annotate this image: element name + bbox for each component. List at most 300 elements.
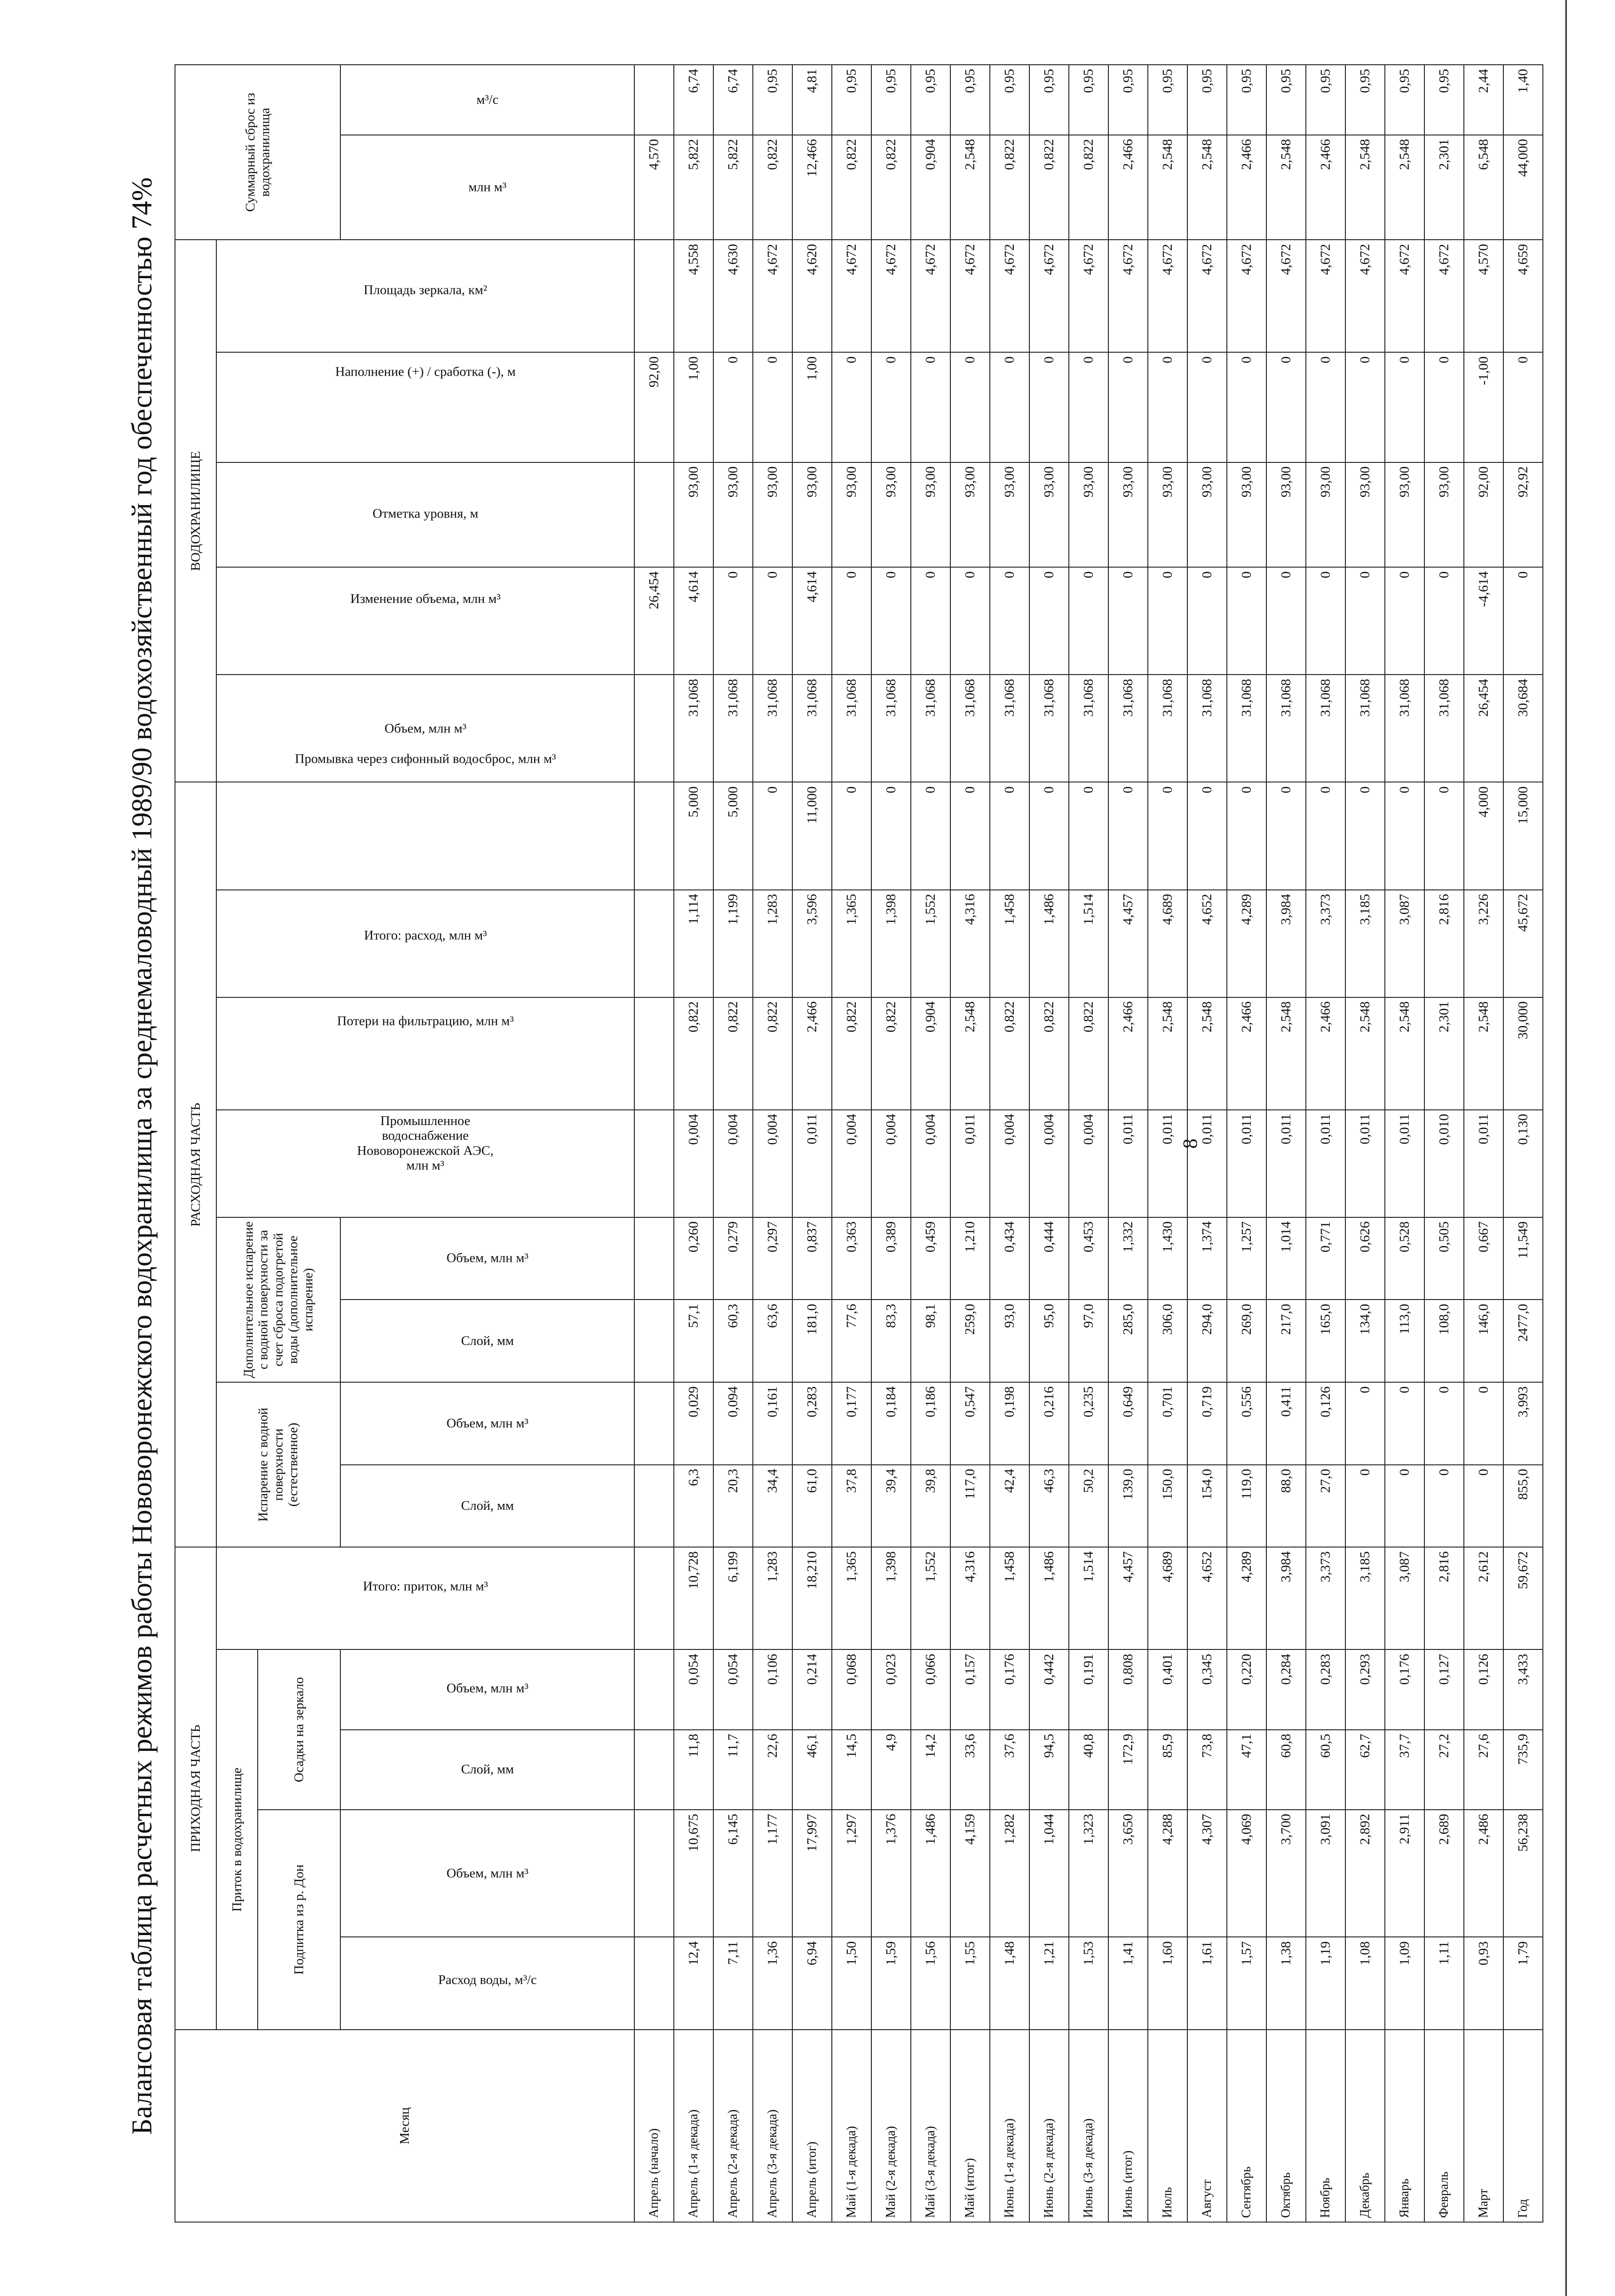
- value-cell: 0,822: [753, 135, 792, 240]
- value-cell: 0,066: [911, 1649, 950, 1729]
- month-cell: Май (1-я декада): [832, 2030, 871, 2222]
- value-cell: 0,004: [871, 1110, 911, 1217]
- value-cell: 83,3: [871, 1300, 911, 1382]
- value-cell: 0: [871, 352, 911, 462]
- value-cell: 0,186: [911, 1382, 950, 1465]
- value-cell: 95,0: [1029, 1300, 1069, 1382]
- value-cell: 0: [713, 567, 753, 675]
- value-cell: 1,398: [871, 1547, 911, 1649]
- value-cell: 30,684: [1503, 675, 1543, 782]
- month-cell: Май (итог): [950, 2030, 990, 2222]
- value-cell: 113,0: [1385, 1300, 1424, 1382]
- value-cell: 2,612: [1464, 1547, 1503, 1649]
- value-cell: 0,191: [1069, 1649, 1108, 1729]
- value-cell: 0,293: [1345, 1649, 1385, 1729]
- value-cell: 4,672: [1266, 240, 1306, 352]
- value-cell: 1,014: [1266, 1217, 1306, 1300]
- value-cell: 31,068: [674, 675, 713, 782]
- value-cell: 31,068: [990, 675, 1029, 782]
- value-cell: 77,6: [832, 1300, 871, 1382]
- value-cell: 92,92: [1503, 462, 1543, 568]
- table-row: [832, 65, 871, 2222]
- value-cell: 6,74: [674, 65, 713, 135]
- value-cell: [634, 1300, 674, 1382]
- value-cell: 2,816: [1424, 1547, 1464, 1649]
- table-row: [634, 65, 674, 2222]
- table-row: [911, 65, 950, 2222]
- area-header: Площадь зеркала, км²: [216, 240, 634, 352]
- value-cell: 2,548: [1385, 997, 1424, 1110]
- value-cell: 1,552: [911, 890, 950, 997]
- value-cell: 1,53: [1069, 1937, 1108, 2029]
- table-row: [792, 65, 832, 2222]
- value-cell: 1,177: [753, 1810, 792, 1937]
- value-cell: 285,0: [1108, 1300, 1148, 1382]
- value-cell: 2,548: [1266, 997, 1306, 1110]
- value-cell: 3,700: [1266, 1810, 1306, 1937]
- table-row: [1385, 65, 1424, 2222]
- filtration-header: Потери на фильтрацию, млн м³: [216, 997, 634, 1110]
- value-cell: 2,44: [1464, 65, 1503, 135]
- value-cell: 2,911: [1385, 1810, 1424, 1937]
- table-row: [1069, 65, 1108, 2222]
- value-cell: [634, 1547, 674, 1649]
- value-cell: 1,374: [1187, 1217, 1227, 1300]
- table-row: [674, 65, 713, 2222]
- value-cell: 46,3: [1029, 1465, 1069, 1548]
- value-cell: 0,904: [911, 135, 950, 240]
- value-cell: 11,000: [792, 782, 832, 889]
- month-cell: Июнь (1-я декада): [990, 2030, 1029, 2222]
- value-cell: 0,389: [871, 1217, 911, 1300]
- value-cell: 93,00: [950, 462, 990, 568]
- evap-volume-header: Объем, млн м³: [340, 1382, 634, 1465]
- value-cell: 269,0: [1227, 1300, 1266, 1382]
- value-cell: 1,552: [911, 1547, 950, 1649]
- value-cell: 2,486: [1464, 1810, 1503, 1937]
- value-cell: 93,00: [1029, 462, 1069, 568]
- value-cell: 0,95: [1306, 65, 1345, 135]
- value-cell: 1,458: [990, 890, 1029, 997]
- value-cell: 31,068: [1345, 675, 1385, 782]
- month-cell: Апрель (начало): [634, 2030, 674, 2222]
- value-cell: 93,00: [674, 462, 713, 568]
- value-cell: 0: [1069, 352, 1108, 462]
- month-cell: Июнь (3-я декада): [1069, 2030, 1108, 2222]
- value-cell: 0: [1385, 1465, 1424, 1548]
- value-cell: 1,365: [832, 1547, 871, 1649]
- value-cell: 0,004: [713, 1110, 753, 1217]
- inflow-header: Приток в водохранилище: [216, 1649, 258, 2029]
- value-cell: 4,672: [1148, 240, 1187, 352]
- extra-evap-volume-header: Объем, млн м³: [340, 1217, 634, 1300]
- value-cell: 2477,0: [1503, 1300, 1543, 1382]
- value-cell: 31,068: [911, 675, 950, 782]
- value-cell: 0,95: [1187, 65, 1227, 135]
- value-cell: 1,36: [753, 1937, 792, 2029]
- value-cell: 1,486: [1029, 1547, 1069, 1649]
- value-cell: 146,0: [1464, 1300, 1503, 1382]
- value-cell: 1,376: [871, 1810, 911, 1937]
- table-row: [1345, 65, 1385, 2222]
- value-cell: 1,00: [674, 352, 713, 462]
- value-cell: [634, 890, 674, 997]
- value-cell: 97,0: [1069, 1300, 1108, 1382]
- value-cell: 4,307: [1187, 1810, 1227, 1937]
- value-cell: 17,997: [792, 1810, 832, 1937]
- month-cell: Апрель (3-я декада): [753, 2030, 792, 2222]
- month-cell: Август: [1187, 2030, 1227, 2222]
- value-cell: 1,210: [950, 1217, 990, 1300]
- value-cell: 31,068: [792, 675, 832, 782]
- month-cell: Год: [1503, 2030, 1543, 2222]
- value-cell: 0,011: [1306, 1110, 1345, 1217]
- value-cell: 0,157: [950, 1649, 990, 1729]
- value-cell: 0: [950, 352, 990, 462]
- value-cell: 3,433: [1503, 1649, 1543, 1729]
- value-cell: 93,00: [911, 462, 950, 568]
- value-cell: 92,00: [1464, 462, 1503, 568]
- value-cell: 0,279: [713, 1217, 753, 1300]
- value-cell: 0,95: [1385, 65, 1424, 135]
- value-cell: 40,8: [1069, 1730, 1108, 1810]
- value-cell: 0: [911, 352, 950, 462]
- value-cell: 4,316: [950, 890, 990, 997]
- value-cell: 0,95: [1148, 65, 1187, 135]
- value-cell: 0,106: [753, 1649, 792, 1729]
- reservoir-header: ВОДОХРАНИЛИЩЕ: [175, 240, 216, 782]
- value-cell: 0,127: [1424, 1649, 1464, 1729]
- month-cell: Апрель (1-я декада): [674, 2030, 713, 2222]
- value-cell: 1,40: [1503, 65, 1543, 135]
- value-cell: 31,068: [1385, 675, 1424, 782]
- total-inflow-header: Итого: приток, млн м³: [216, 1547, 634, 1649]
- value-cell: [634, 1730, 674, 1810]
- value-cell: 1,458: [990, 1547, 1029, 1649]
- value-cell: 2,301: [1424, 135, 1464, 240]
- value-cell: 4,558: [674, 240, 713, 352]
- value-cell: 4,672: [1227, 240, 1266, 352]
- value-cell: 0: [832, 352, 871, 462]
- value-cell: 0: [832, 567, 871, 675]
- value-cell: 6,199: [713, 1547, 753, 1649]
- value-cell: 0,95: [911, 65, 950, 135]
- value-cell: 4,672: [1187, 240, 1227, 352]
- table-row: [1029, 65, 1069, 2222]
- value-cell: 0,011: [1108, 1110, 1148, 1217]
- value-cell: 4,672: [1345, 240, 1385, 352]
- value-cell: [634, 997, 674, 1110]
- value-cell: 31,068: [753, 675, 792, 782]
- value-cell: 0,004: [1029, 1110, 1069, 1217]
- value-cell: 0: [990, 782, 1029, 889]
- value-cell: 1,283: [753, 890, 792, 997]
- value-cell: [634, 65, 674, 135]
- extra-evap-header: Дополнительное испарение с водной поверхности за счет сброса подогретой воды (дополнительное испарение): [216, 1217, 340, 1382]
- value-cell: 0,184: [871, 1382, 911, 1465]
- value-cell: 2,466: [1108, 997, 1148, 1110]
- value-cell: 0: [950, 567, 990, 675]
- value-cell: 0,011: [1266, 1110, 1306, 1217]
- value-cell: 0: [1029, 782, 1069, 889]
- value-cell: 1,486: [911, 1810, 950, 1937]
- value-cell: 0: [1424, 567, 1464, 675]
- volume-header: Объем, млн м³: [216, 675, 634, 782]
- value-cell: 0: [1385, 352, 1424, 462]
- value-cell: 0: [1385, 782, 1424, 889]
- value-cell: 0,649: [1108, 1382, 1148, 1465]
- value-cell: 0,822: [832, 997, 871, 1110]
- value-cell: 0,434: [990, 1217, 1029, 1300]
- value-cell: 4,620: [792, 240, 832, 352]
- month-cell: Сентябрь: [1227, 2030, 1266, 2222]
- table-row: [1306, 65, 1345, 2222]
- value-cell: 31,068: [871, 675, 911, 782]
- value-cell: 0,345: [1187, 1649, 1227, 1729]
- value-cell: 0,011: [950, 1110, 990, 1217]
- value-cell: 61,0: [792, 1465, 832, 1548]
- value-cell: 93,00: [1306, 462, 1345, 568]
- value-cell: 27,0: [1306, 1465, 1345, 1548]
- value-cell: 0,177: [832, 1382, 871, 1465]
- value-cell: 0,011: [1187, 1110, 1227, 1217]
- value-cell: 0,363: [832, 1217, 871, 1300]
- value-cell: 0: [1385, 1382, 1424, 1465]
- value-cell: 4,672: [1385, 240, 1424, 352]
- value-cell: 15,000: [1503, 782, 1543, 889]
- value-cell: 27,6: [1464, 1730, 1503, 1810]
- value-cell: 0: [1385, 567, 1424, 675]
- value-cell: 0,011: [1385, 1110, 1424, 1217]
- value-cell: 3,373: [1306, 890, 1345, 997]
- month-cell: Октябрь: [1266, 2030, 1306, 2222]
- value-cell: 10,728: [674, 1547, 713, 1649]
- value-cell: 855,0: [1503, 1465, 1543, 1548]
- value-cell: 0,459: [911, 1217, 950, 1300]
- value-cell: 3,984: [1266, 890, 1306, 997]
- value-cell: 0,95: [1108, 65, 1148, 135]
- value-cell: 0: [1345, 1382, 1385, 1465]
- value-cell: 94,5: [1029, 1730, 1069, 1810]
- value-cell: 4,316: [950, 1547, 990, 1649]
- discharge-m3s-header: м³/с: [340, 65, 634, 135]
- month-cell: Май (2-я декада): [871, 2030, 911, 2222]
- value-cell: 31,068: [1306, 675, 1345, 782]
- value-cell: 93,00: [1345, 462, 1385, 568]
- value-cell: 0,528: [1385, 1217, 1424, 1300]
- value-cell: 1,19: [1306, 1937, 1345, 2029]
- value-cell: 0: [832, 782, 871, 889]
- value-cell: 0,011: [1148, 1110, 1187, 1217]
- value-cell: 0,808: [1108, 1649, 1148, 1729]
- value-cell: 2,548: [1148, 135, 1187, 240]
- value-cell: 1,79: [1503, 1937, 1543, 2029]
- value-cell: 93,00: [1069, 462, 1108, 568]
- value-cell: 0: [1029, 567, 1069, 675]
- value-cell: 4,672: [871, 240, 911, 352]
- value-cell: 0,054: [713, 1649, 753, 1729]
- value-cell: 0,822: [1069, 135, 1108, 240]
- value-cell: 0,822: [832, 135, 871, 240]
- value-cell: 45,672: [1503, 890, 1543, 997]
- value-cell: 0,95: [950, 65, 990, 135]
- value-cell: 93,00: [713, 462, 753, 568]
- value-cell: [634, 240, 674, 352]
- value-cell: 1,48: [990, 1937, 1029, 2029]
- value-cell: 3,993: [1503, 1382, 1543, 1465]
- discharge-mln-header: млн м³: [340, 135, 634, 240]
- value-cell: 4,672: [950, 240, 990, 352]
- value-cell: 1,398: [871, 890, 911, 997]
- value-cell: 0: [1148, 782, 1187, 889]
- value-cell: 4,9: [871, 1730, 911, 1810]
- value-cell: 0: [871, 567, 911, 675]
- value-cell: 0: [950, 782, 990, 889]
- total-expense-header: Итого: расход, млн м³: [216, 890, 634, 997]
- value-cell: 39,4: [871, 1465, 911, 1548]
- value-cell: 0,95: [832, 65, 871, 135]
- value-cell: 18,210: [792, 1547, 832, 1649]
- value-cell: 0,822: [871, 997, 911, 1110]
- value-cell: 2,466: [1227, 997, 1266, 1110]
- value-cell: 93,00: [871, 462, 911, 568]
- value-cell: 0: [1345, 782, 1385, 889]
- value-cell: 154,0: [1187, 1465, 1227, 1548]
- value-cell: 59,672: [1503, 1547, 1543, 1649]
- balance-table: [175, 64, 1543, 2223]
- value-cell: 6,74: [713, 65, 753, 135]
- value-cell: 0: [1266, 352, 1306, 462]
- value-cell: 2,466: [1108, 135, 1148, 240]
- value-cell: 39,8: [911, 1465, 950, 1548]
- value-cell: 0,822: [990, 997, 1029, 1110]
- value-cell: 0,822: [1069, 997, 1108, 1110]
- value-cell: 93,00: [1227, 462, 1266, 568]
- value-cell: 0,822: [990, 135, 1029, 240]
- value-cell: 4,672: [1424, 240, 1464, 352]
- page-number: 8: [1179, 1138, 1202, 1149]
- value-cell: 0,004: [1069, 1110, 1108, 1217]
- value-cell: 4,652: [1187, 890, 1227, 997]
- value-cell: 0: [1187, 352, 1227, 462]
- value-cell: 57,1: [674, 1300, 713, 1382]
- value-cell: 0: [753, 567, 792, 675]
- value-cell: 4,672: [990, 240, 1029, 352]
- value-cell: 294,0: [1187, 1300, 1227, 1382]
- value-cell: 27,2: [1424, 1730, 1464, 1810]
- value-cell: 92,00: [634, 352, 674, 462]
- value-cell: 4,614: [792, 567, 832, 675]
- value-cell: 2,548: [1345, 997, 1385, 1110]
- table-row: [990, 65, 1029, 2222]
- value-cell: 31,068: [832, 675, 871, 782]
- value-cell: 4,570: [1464, 240, 1503, 352]
- value-cell: 60,3: [713, 1300, 753, 1382]
- value-cell: 0: [911, 567, 950, 675]
- table-row: [1503, 65, 1543, 2222]
- value-cell: 31,068: [1187, 675, 1227, 782]
- value-cell: 1,61: [1187, 1937, 1227, 2029]
- value-cell: 1,430: [1148, 1217, 1187, 1300]
- value-cell: 0,176: [990, 1649, 1029, 1729]
- value-cell: 4,570: [634, 135, 674, 240]
- value-cell: 0: [1306, 782, 1345, 889]
- value-cell: 26,454: [1464, 675, 1503, 782]
- value-cell: 0,004: [990, 1110, 1029, 1217]
- value-cell: 0,95: [1266, 65, 1306, 135]
- value-cell: 2,466: [792, 997, 832, 1110]
- value-cell: 0: [1345, 352, 1385, 462]
- value-cell: 0: [1464, 1465, 1503, 1548]
- value-cell: 0,822: [1029, 997, 1069, 1110]
- value-cell: 1,55: [950, 1937, 990, 2029]
- value-cell: 1,08: [1345, 1937, 1385, 2029]
- value-cell: 1,282: [990, 1810, 1029, 1937]
- value-cell: 60,8: [1266, 1730, 1306, 1810]
- value-cell: 0,95: [990, 65, 1029, 135]
- value-cell: 7,11: [713, 1937, 753, 2029]
- level-header: Отметка уровня, м: [216, 462, 634, 568]
- value-cell: 11,7: [713, 1730, 753, 1810]
- value-cell: 0,004: [911, 1110, 950, 1217]
- value-cell: 181,0: [792, 1300, 832, 1382]
- value-cell: 93,00: [1266, 462, 1306, 568]
- value-cell: 0: [1464, 1382, 1503, 1465]
- value-cell: 0,822: [871, 135, 911, 240]
- value-cell: 139,0: [1108, 1465, 1148, 1548]
- value-cell: 0: [1503, 567, 1543, 675]
- value-cell: 0: [1029, 352, 1069, 462]
- month-cell: Июль: [1148, 2030, 1187, 2222]
- value-cell: 3,650: [1108, 1810, 1148, 1937]
- value-cell: 1,11: [1424, 1937, 1464, 2029]
- value-cell: 56,238: [1503, 1810, 1543, 1937]
- value-cell: 4,630: [713, 240, 753, 352]
- value-cell: 2,548: [950, 135, 990, 240]
- value-cell: -1,00: [1464, 352, 1503, 462]
- value-cell: 4,672: [753, 240, 792, 352]
- month-cell: Апрель (итог): [792, 2030, 832, 2222]
- value-cell: 0,011: [1345, 1110, 1385, 1217]
- value-cell: 4,689: [1148, 890, 1187, 997]
- value-cell: 37,6: [990, 1730, 1029, 1810]
- table-row: [1187, 65, 1227, 2222]
- income-header: ПРИХОДНАЯ ЧАСТЬ: [175, 1547, 216, 2030]
- value-cell: 0,011: [792, 1110, 832, 1217]
- value-cell: 3,087: [1385, 1547, 1424, 1649]
- don-flow-header: Расход воды, м³/с: [340, 1937, 634, 2029]
- value-cell: 0,235: [1069, 1382, 1108, 1465]
- month-cell: Январь: [1385, 2030, 1424, 2222]
- value-cell: 2,466: [1227, 135, 1266, 240]
- value-cell: 0: [1227, 567, 1266, 675]
- value-cell: 6,145: [713, 1810, 753, 1937]
- value-cell: 93,00: [1385, 462, 1424, 568]
- table-row: [1148, 65, 1187, 2222]
- value-cell: 4,289: [1227, 890, 1266, 997]
- value-cell: 4,672: [911, 240, 950, 352]
- value-cell: 0: [753, 782, 792, 889]
- value-cell: 0: [1424, 1465, 1464, 1548]
- table-row: [713, 65, 753, 2222]
- value-cell: 0,95: [1424, 65, 1464, 135]
- value-cell: 4,672: [832, 240, 871, 352]
- value-cell: 0: [1424, 352, 1464, 462]
- value-cell: 2,892: [1345, 1810, 1385, 1937]
- value-cell: 6,548: [1464, 135, 1503, 240]
- don-volume-header: Объем, млн м³: [340, 1810, 634, 1937]
- value-cell: 12,466: [792, 135, 832, 240]
